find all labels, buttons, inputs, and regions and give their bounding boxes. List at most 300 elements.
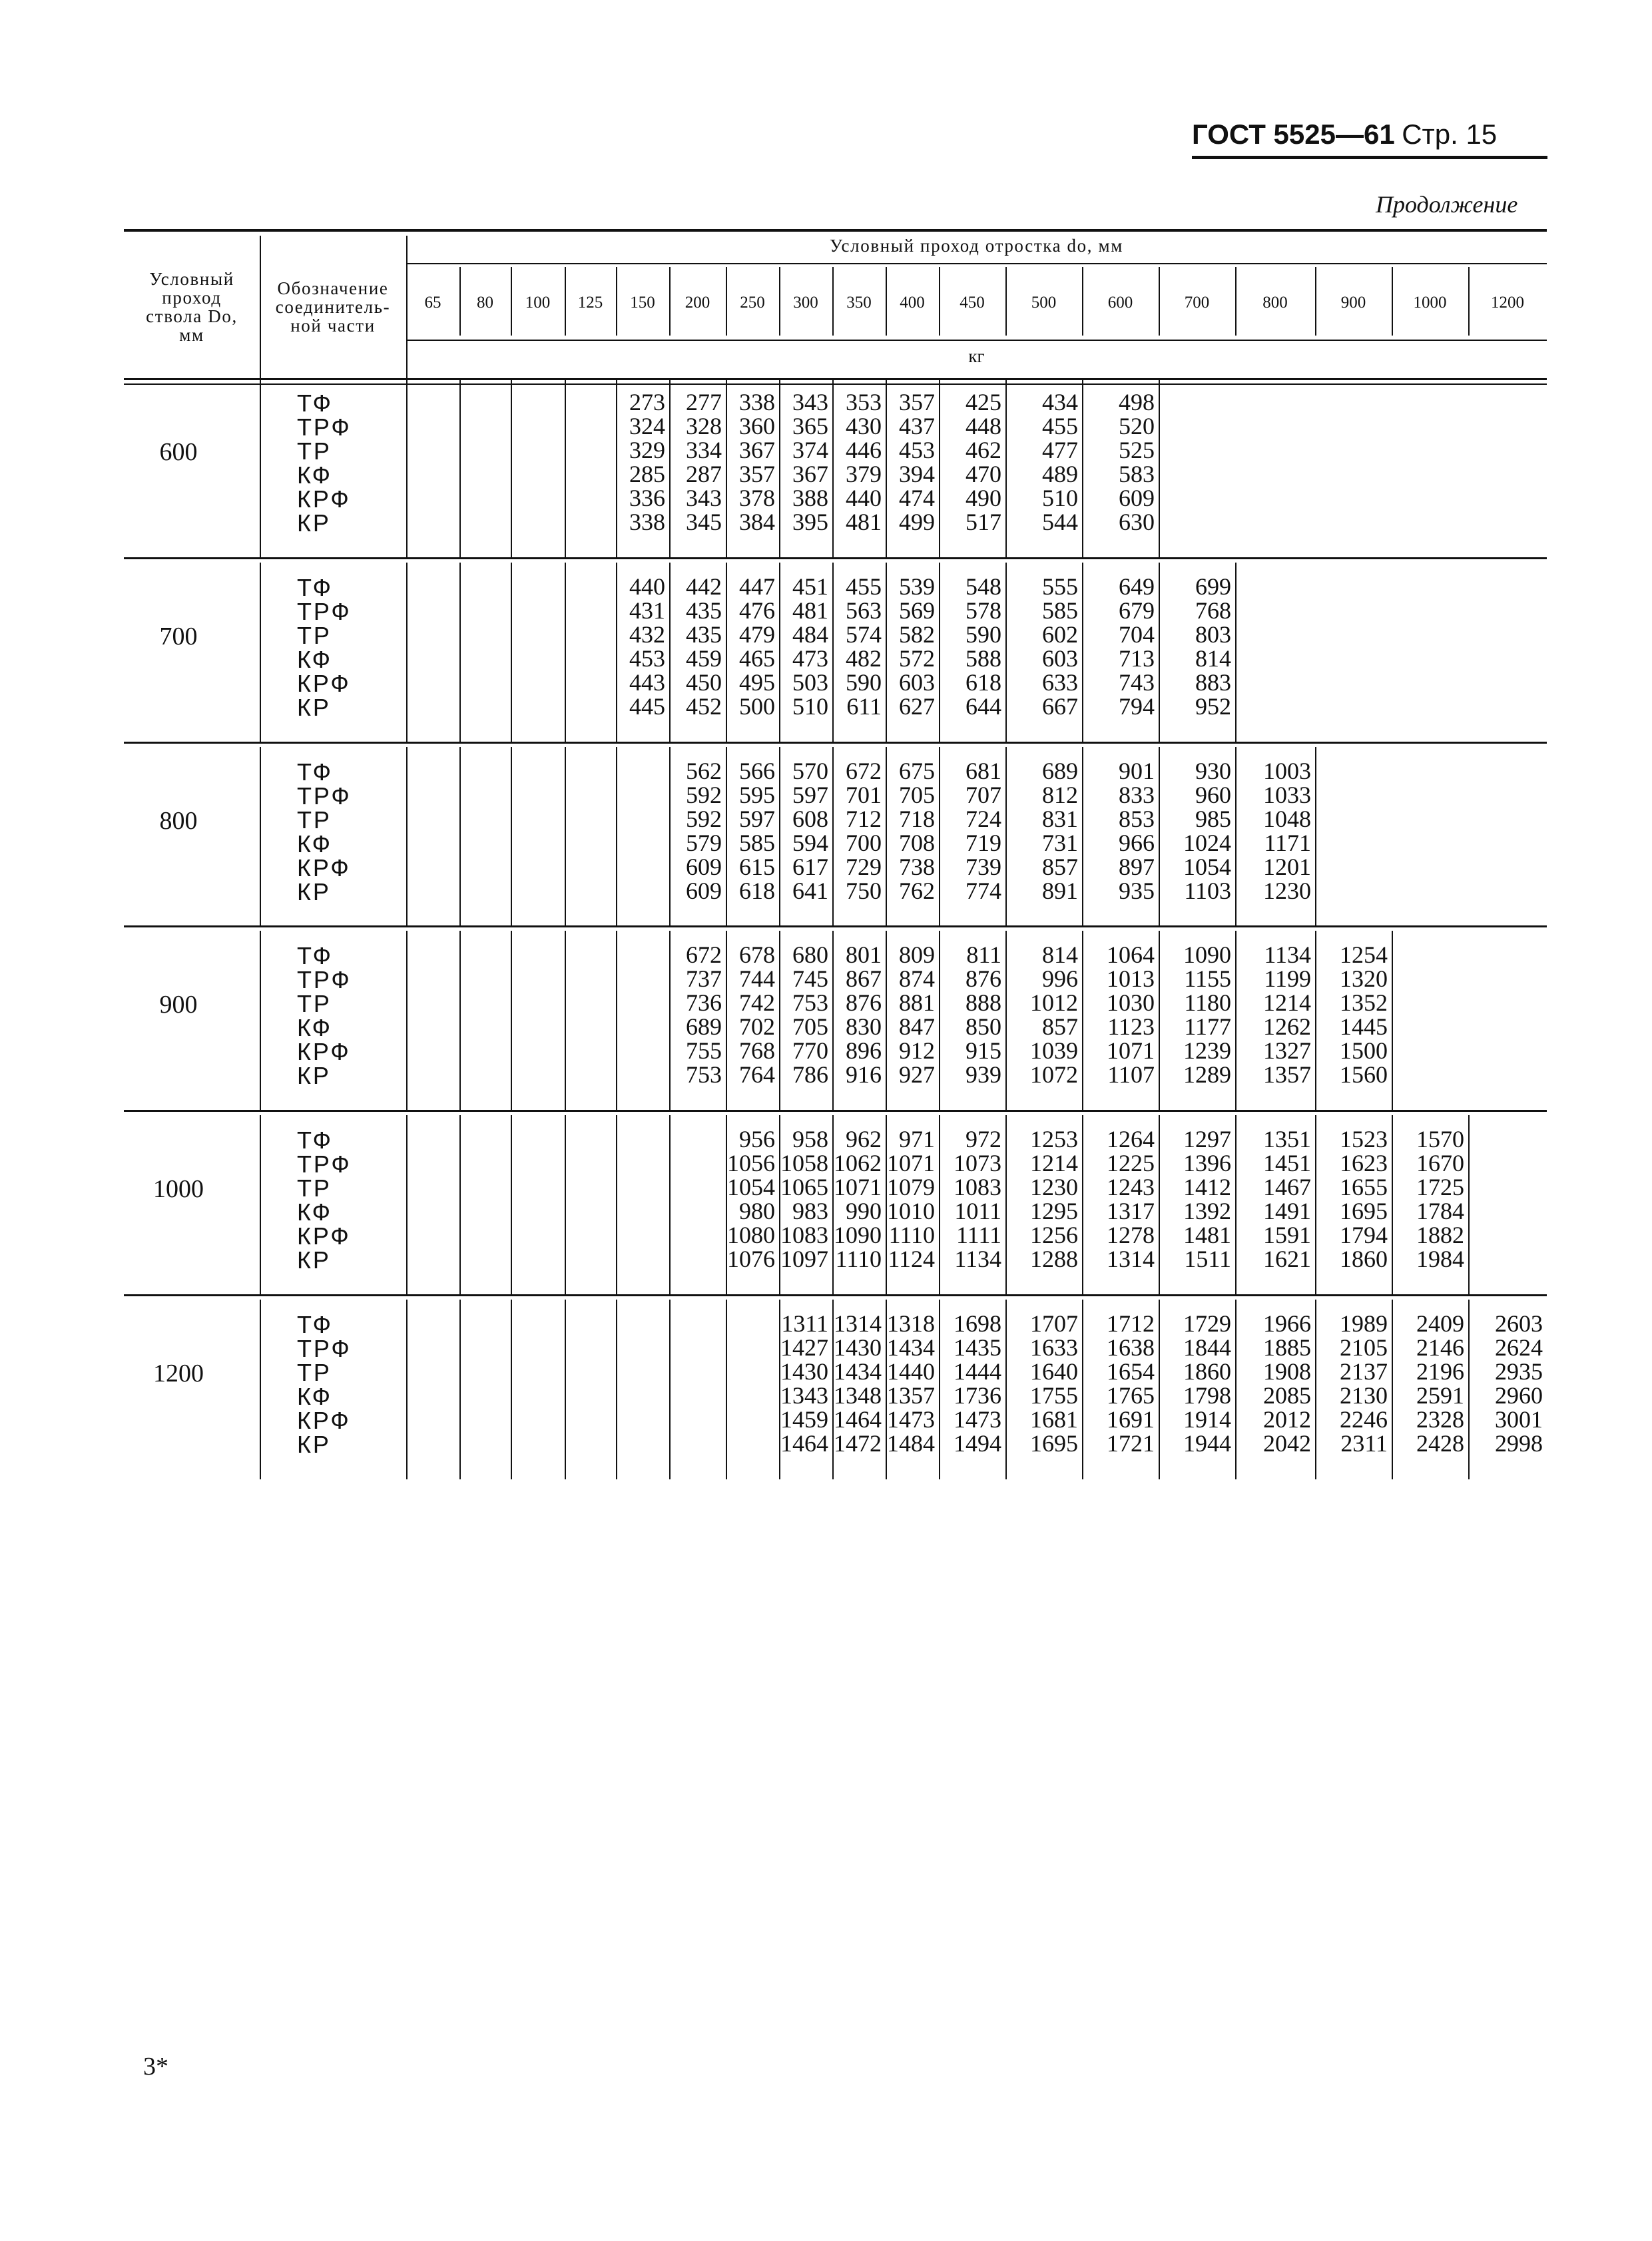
- weight-value: 520: [1119, 413, 1155, 439]
- weight-value: 563: [846, 597, 882, 624]
- weight-value: 1472: [834, 1430, 882, 1457]
- weight-value: 2130: [1340, 1382, 1388, 1409]
- column-rule: [1468, 1115, 1470, 1295]
- weight-value: 1256: [1030, 1222, 1078, 1248]
- weight-value: 1024: [1183, 830, 1231, 856]
- weight-value: 394: [899, 461, 935, 487]
- weight-value: 618: [739, 877, 775, 904]
- weight-value: 1010: [887, 1198, 935, 1224]
- weight-value: 770: [792, 1037, 828, 1064]
- column-rule: [1082, 931, 1083, 1111]
- weight-value: 602: [1042, 621, 1078, 648]
- weight-value: 853: [1119, 806, 1155, 832]
- weight-value: 705: [792, 1013, 828, 1040]
- part-code: ТРФ: [297, 1335, 352, 1362]
- weight-value: 1012: [1030, 989, 1078, 1016]
- weight-value: 705: [899, 782, 935, 808]
- weight-value: 701: [846, 782, 882, 808]
- column-rule: [1159, 931, 1160, 1111]
- weight-value: 451: [792, 573, 828, 600]
- weight-value: 1755: [1030, 1382, 1078, 1409]
- weight-value: 707: [965, 782, 1001, 808]
- weight-value: 462: [965, 437, 1001, 463]
- part-code: ТР: [297, 622, 332, 649]
- weight-value: 2624: [1495, 1334, 1543, 1361]
- weight-value: 1011: [954, 1198, 1001, 1224]
- column-rule: [511, 1115, 512, 1295]
- weight-value: 2998: [1495, 1430, 1543, 1457]
- header-bottom-rule: [124, 378, 1547, 380]
- weight-value: 857: [1042, 1013, 1078, 1040]
- part-code: КР: [297, 1246, 331, 1274]
- weight-value: 609: [686, 854, 722, 880]
- column-rule: [1005, 267, 1007, 336]
- column-rule: [832, 563, 834, 742]
- weight-value: 1523: [1340, 1126, 1388, 1152]
- part-code: ТФ: [297, 942, 333, 969]
- part-code: КФ: [297, 646, 332, 673]
- weight-value: 708: [899, 830, 935, 856]
- weight-value: 425: [965, 389, 1001, 415]
- weight-value: 453: [899, 437, 935, 463]
- weight-value: 1681: [1030, 1406, 1078, 1433]
- weight-value: 830: [846, 1013, 882, 1040]
- weight-value: 1071: [834, 1174, 882, 1200]
- weight-value: 1392: [1183, 1198, 1231, 1224]
- column-rule: [1235, 1115, 1237, 1295]
- weight-value: 1860: [1183, 1358, 1231, 1385]
- weight-value: 1317: [1107, 1198, 1155, 1224]
- branch-size-600: 600: [1107, 294, 1133, 312]
- column-rule: [886, 378, 887, 558]
- weight-value: 597: [792, 782, 828, 808]
- weight-value: 724: [965, 806, 1001, 832]
- weight-value: 324: [629, 413, 665, 439]
- weight-value: 731: [1042, 830, 1078, 856]
- trunk-size-900: 900: [159, 991, 198, 1019]
- weight-value: 583: [1119, 461, 1155, 487]
- standard-number: ГОСТ 5525—61: [1192, 119, 1395, 150]
- weight-value: 667: [1042, 693, 1078, 720]
- weight-value: 440: [846, 485, 882, 511]
- weight-value: 1434: [887, 1334, 935, 1361]
- weight-value: 1062: [834, 1150, 882, 1176]
- branch-size-450: 450: [960, 294, 985, 312]
- column-rule: [565, 563, 566, 742]
- weight-value: 378: [739, 485, 775, 511]
- column-rule: [726, 931, 727, 1111]
- weight-value: 1908: [1263, 1358, 1311, 1385]
- weight-value: 1124: [888, 1246, 935, 1272]
- part-code: ТФ: [297, 1126, 333, 1154]
- part-code: ТРФ: [297, 782, 352, 810]
- column-rule: [1235, 1300, 1237, 1479]
- weight-value: 590: [965, 621, 1001, 648]
- part-code: ТРФ: [297, 413, 352, 441]
- weight-value: 328: [686, 413, 722, 439]
- weight-value: 1054: [1183, 854, 1231, 880]
- weight-value: 510: [1042, 485, 1078, 511]
- weight-value: 1177: [1184, 1013, 1231, 1040]
- weight-value: 768: [1195, 597, 1231, 624]
- weight-value: 1297: [1183, 1126, 1231, 1152]
- weight-value: 1621: [1263, 1246, 1311, 1272]
- weight-value: 742: [739, 989, 775, 1016]
- weight-value: 679: [1119, 597, 1155, 624]
- column-rule: [1315, 931, 1316, 1111]
- branch-size-300: 300: [793, 294, 818, 312]
- weight-value: 476: [739, 597, 775, 624]
- weight-value: 489: [1042, 461, 1078, 487]
- group-separator: [124, 742, 1547, 744]
- part-code: КР: [297, 694, 331, 721]
- page-mark: 3*: [143, 2053, 168, 2081]
- weight-value: 753: [792, 989, 828, 1016]
- part-code: КРФ: [297, 485, 351, 513]
- weight-value: 367: [792, 461, 828, 487]
- weight-value: 985: [1195, 806, 1231, 832]
- weight-value: 329: [629, 437, 665, 463]
- column-rule: [616, 747, 617, 927]
- weight-value: 481: [792, 597, 828, 624]
- column-rule: [1159, 563, 1160, 742]
- weight-value: 1989: [1340, 1310, 1388, 1337]
- weight-value: 477: [1042, 437, 1078, 463]
- weight-value: 499: [899, 509, 935, 535]
- weight-value: 452: [686, 693, 722, 720]
- part-code: КР: [297, 509, 331, 537]
- weight-value: 1784: [1416, 1198, 1464, 1224]
- weight-value: 1083: [954, 1174, 1001, 1200]
- weight-value: 455: [1042, 413, 1078, 439]
- column-rule: [1005, 378, 1007, 558]
- weight-value: 1314: [1107, 1246, 1155, 1272]
- weight-value: 2328: [1416, 1406, 1464, 1433]
- weight-value: 1230: [1263, 877, 1311, 904]
- column-rule: [939, 378, 940, 558]
- weight-value: 1090: [834, 1222, 882, 1248]
- weight-value: 1054: [727, 1174, 775, 1200]
- weight-value: 1225: [1107, 1150, 1155, 1176]
- weight-value: 972: [965, 1126, 1001, 1152]
- column-rule: [260, 236, 261, 378]
- weight-value: 603: [1042, 645, 1078, 672]
- part-code: КФ: [297, 1198, 332, 1226]
- weight-value: 1288: [1030, 1246, 1078, 1272]
- weight-value: 482: [846, 645, 882, 672]
- column-rule: [939, 747, 940, 927]
- column-rule: [669, 378, 671, 558]
- part-code: КФ: [297, 830, 332, 858]
- weight-value: 990: [846, 1198, 882, 1224]
- weight-value: 1434: [834, 1358, 882, 1385]
- column-rule: [1082, 1115, 1083, 1295]
- weight-value: 1412: [1183, 1174, 1231, 1200]
- weight-value: 562: [686, 758, 722, 784]
- weight-value: 1254: [1340, 941, 1388, 968]
- column-rule: [406, 563, 408, 742]
- column-rule: [779, 267, 780, 336]
- weight-value: 474: [899, 485, 935, 511]
- weight-value: 1056: [727, 1150, 775, 1176]
- weight-value: 1080: [727, 1222, 775, 1248]
- weight-value: 574: [846, 621, 882, 648]
- column-rule: [1005, 747, 1007, 927]
- weight-value: 1695: [1340, 1198, 1388, 1224]
- weight-value: 343: [792, 389, 828, 415]
- group-separator: [124, 1110, 1547, 1112]
- column-rule: [565, 747, 566, 927]
- weight-value: 2246: [1340, 1406, 1388, 1433]
- trunk-size-700: 700: [159, 622, 198, 650]
- weight-value: 786: [792, 1061, 828, 1088]
- group-separator: [124, 557, 1547, 559]
- weight-value: 395: [792, 509, 828, 535]
- unit-rule: [406, 340, 1547, 341]
- column-rule: [616, 378, 617, 558]
- weight-value: 1712: [1107, 1310, 1155, 1337]
- weight-value: 1264: [1107, 1126, 1155, 1152]
- weight-value: 1351: [1263, 1126, 1311, 1152]
- weight-value: 500: [739, 693, 775, 720]
- weight-value: 334: [686, 437, 722, 463]
- column-rule: [726, 378, 727, 558]
- weight-value: 881: [899, 989, 935, 1016]
- column-rule: [1235, 747, 1237, 927]
- weight-value: 956: [739, 1126, 775, 1152]
- weight-value: 594: [792, 830, 828, 856]
- weight-value: 360: [739, 413, 775, 439]
- column-rule: [565, 1300, 566, 1479]
- weight-value: 2105: [1340, 1334, 1388, 1361]
- weight-value: 1079: [887, 1174, 935, 1200]
- weight-value: 857: [1042, 854, 1078, 880]
- column-rule: [886, 563, 887, 742]
- weight-value: 1134: [1264, 941, 1311, 968]
- part-code: ТФ: [297, 1311, 333, 1338]
- column-rule: [832, 1115, 834, 1295]
- column-rule: [1392, 931, 1393, 1111]
- weight-value: 996: [1042, 965, 1078, 992]
- weight-value: 627: [899, 693, 935, 720]
- weight-value: 689: [1042, 758, 1078, 784]
- trunk-size-1200: 1200: [153, 1360, 204, 1387]
- weight-value: 814: [1042, 941, 1078, 968]
- weight-value: 592: [686, 782, 722, 808]
- column-rule: [406, 1300, 408, 1479]
- branch-size-900: 900: [1340, 294, 1366, 312]
- column-rule: [669, 747, 671, 927]
- column-rule: [511, 267, 512, 336]
- weight-value: 2012: [1263, 1406, 1311, 1433]
- weight-value: 958: [792, 1126, 828, 1152]
- continuation-label: Продолжение: [1376, 191, 1518, 218]
- weight-value: 681: [965, 758, 1001, 784]
- column-rule: [459, 1115, 461, 1295]
- weight-value: 579: [686, 830, 722, 856]
- weight-value: 2960: [1495, 1382, 1543, 1409]
- weight-value: 443: [629, 669, 665, 696]
- weight-value: 1729: [1183, 1310, 1231, 1337]
- part-code: КРФ: [297, 854, 351, 881]
- weight-value: 431: [629, 597, 665, 624]
- column-rule: [459, 563, 461, 742]
- weight-value: 2428: [1416, 1430, 1464, 1457]
- weight-value: 644: [965, 693, 1001, 720]
- branch-size-125: 125: [577, 294, 603, 312]
- weight-value: 446: [846, 437, 882, 463]
- column-rule: [260, 747, 261, 927]
- column-rule: [939, 1300, 940, 1479]
- weight-value: 1311: [781, 1310, 828, 1337]
- weight-value: 338: [629, 509, 665, 535]
- weight-value: 1289: [1183, 1061, 1231, 1088]
- weight-value: 680: [792, 941, 828, 968]
- part-code: ТР: [297, 806, 332, 834]
- weight-value: 353: [846, 389, 882, 415]
- weight-value: 649: [1119, 573, 1155, 600]
- part-code: КРФ: [297, 670, 351, 697]
- weight-value: 1030: [1107, 989, 1155, 1016]
- weight-value: 510: [792, 693, 828, 720]
- weight-value: 450: [686, 669, 722, 696]
- weight-value: 678: [739, 941, 775, 968]
- weight-value: 719: [965, 830, 1001, 856]
- column-rule: [1315, 267, 1316, 336]
- weight-value: 1396: [1183, 1150, 1231, 1176]
- column-rule: [1392, 1300, 1393, 1479]
- weight-value: 445: [629, 693, 665, 720]
- branch-size-800: 800: [1262, 294, 1288, 312]
- weight-value: 1003: [1263, 758, 1311, 784]
- weight-value: 1348: [834, 1382, 882, 1409]
- weight-value: 744: [739, 965, 775, 992]
- weight-value: 479: [739, 621, 775, 648]
- weight-value: 495: [739, 669, 775, 696]
- trunk-size-600: 600: [159, 438, 198, 466]
- weight-value: 582: [899, 621, 935, 648]
- weight-value: 1064: [1107, 941, 1155, 968]
- weight-value: 672: [686, 941, 722, 968]
- weight-value: 440: [629, 573, 665, 600]
- column-rule: [616, 267, 617, 336]
- column-rule: [406, 747, 408, 927]
- weight-value: 384: [739, 509, 775, 535]
- weight-value: 1427: [780, 1334, 828, 1361]
- weight-value: 1860: [1340, 1246, 1388, 1272]
- column-rule: [565, 931, 566, 1111]
- weight-value: 1083: [780, 1222, 828, 1248]
- weight-value: 876: [846, 989, 882, 1016]
- weight-value: 803: [1195, 621, 1231, 648]
- column-rule: [616, 1115, 617, 1295]
- weight-value: 847: [899, 1013, 935, 1040]
- weight-value: 618: [965, 669, 1001, 696]
- weight-value: 2137: [1340, 1358, 1388, 1385]
- weight-value: 672: [846, 758, 882, 784]
- column-rule: [406, 236, 408, 378]
- weight-value: 1794: [1340, 1222, 1388, 1248]
- weight-value: 388: [792, 485, 828, 511]
- weight-value: 704: [1119, 621, 1155, 648]
- weight-value: 2935: [1495, 1358, 1543, 1385]
- weight-value: 603: [899, 669, 935, 696]
- weight-value: 1097: [780, 1246, 828, 1272]
- weight-value: 1111: [956, 1222, 1001, 1248]
- weight-value: 901: [1119, 758, 1155, 784]
- weight-value: 1966: [1263, 1310, 1311, 1337]
- weight-value: 1199: [1264, 965, 1311, 992]
- weight-value: 952: [1195, 693, 1231, 720]
- column-rule: [1315, 747, 1316, 927]
- weight-value: 1481: [1183, 1222, 1231, 1248]
- weights-table: [124, 229, 1547, 1485]
- weight-value: 1352: [1340, 989, 1388, 1016]
- column-rule: [1159, 747, 1160, 927]
- group-separator: [124, 1294, 1547, 1296]
- column-rule: [939, 931, 940, 1111]
- weight-value: 459: [686, 645, 722, 672]
- weight-value: 548: [965, 573, 1001, 600]
- weight-value: 1295: [1030, 1198, 1078, 1224]
- weight-value: 833: [1119, 782, 1155, 808]
- column-rule: [459, 747, 461, 927]
- weight-value: 1638: [1107, 1334, 1155, 1361]
- weight-value: 617: [792, 854, 828, 880]
- column-rule: [832, 267, 834, 336]
- weight-value: 1570: [1416, 1126, 1464, 1152]
- column-rule: [779, 747, 780, 927]
- column-rule: [939, 1115, 940, 1295]
- part-code: ТР: [297, 437, 332, 465]
- weight-value: 1430: [780, 1358, 828, 1385]
- weight-value: 962: [846, 1126, 882, 1152]
- weight-value: 597: [739, 806, 775, 832]
- weight-value: 1214: [1263, 989, 1311, 1016]
- weight-value: 675: [899, 758, 935, 784]
- column-rule: [565, 267, 566, 336]
- column-rule: [726, 563, 727, 742]
- column-rule: [616, 931, 617, 1111]
- trunk-header-line: Условный: [149, 269, 234, 289]
- weight-value: 2591: [1416, 1382, 1464, 1409]
- column-rule: [886, 747, 887, 927]
- column-rule: [726, 747, 727, 927]
- weight-value: 1435: [954, 1334, 1001, 1361]
- weight-value: 1110: [835, 1246, 882, 1272]
- weight-value: 912: [899, 1037, 935, 1064]
- weight-value: 473: [792, 645, 828, 672]
- part-code: ТРФ: [297, 598, 352, 625]
- column-rule: [1392, 267, 1393, 336]
- column-rule: [1235, 931, 1237, 1111]
- part-code: КФ: [297, 1383, 332, 1410]
- header-bottom-rule-2: [124, 383, 1547, 385]
- column-rule: [1235, 267, 1237, 336]
- weight-value: 737: [686, 965, 722, 992]
- column-rule: [669, 1115, 671, 1295]
- weight-value: 916: [846, 1061, 882, 1088]
- weight-value: 755: [686, 1037, 722, 1064]
- weight-value: 569: [899, 597, 935, 624]
- column-rule: [1005, 563, 1007, 742]
- weight-value: 1765: [1107, 1382, 1155, 1409]
- part-code: ТРФ: [297, 966, 352, 993]
- weight-value: 794: [1119, 693, 1155, 720]
- column-rule: [511, 747, 512, 927]
- weight-value: 966: [1119, 830, 1155, 856]
- weight-value: 367: [739, 437, 775, 463]
